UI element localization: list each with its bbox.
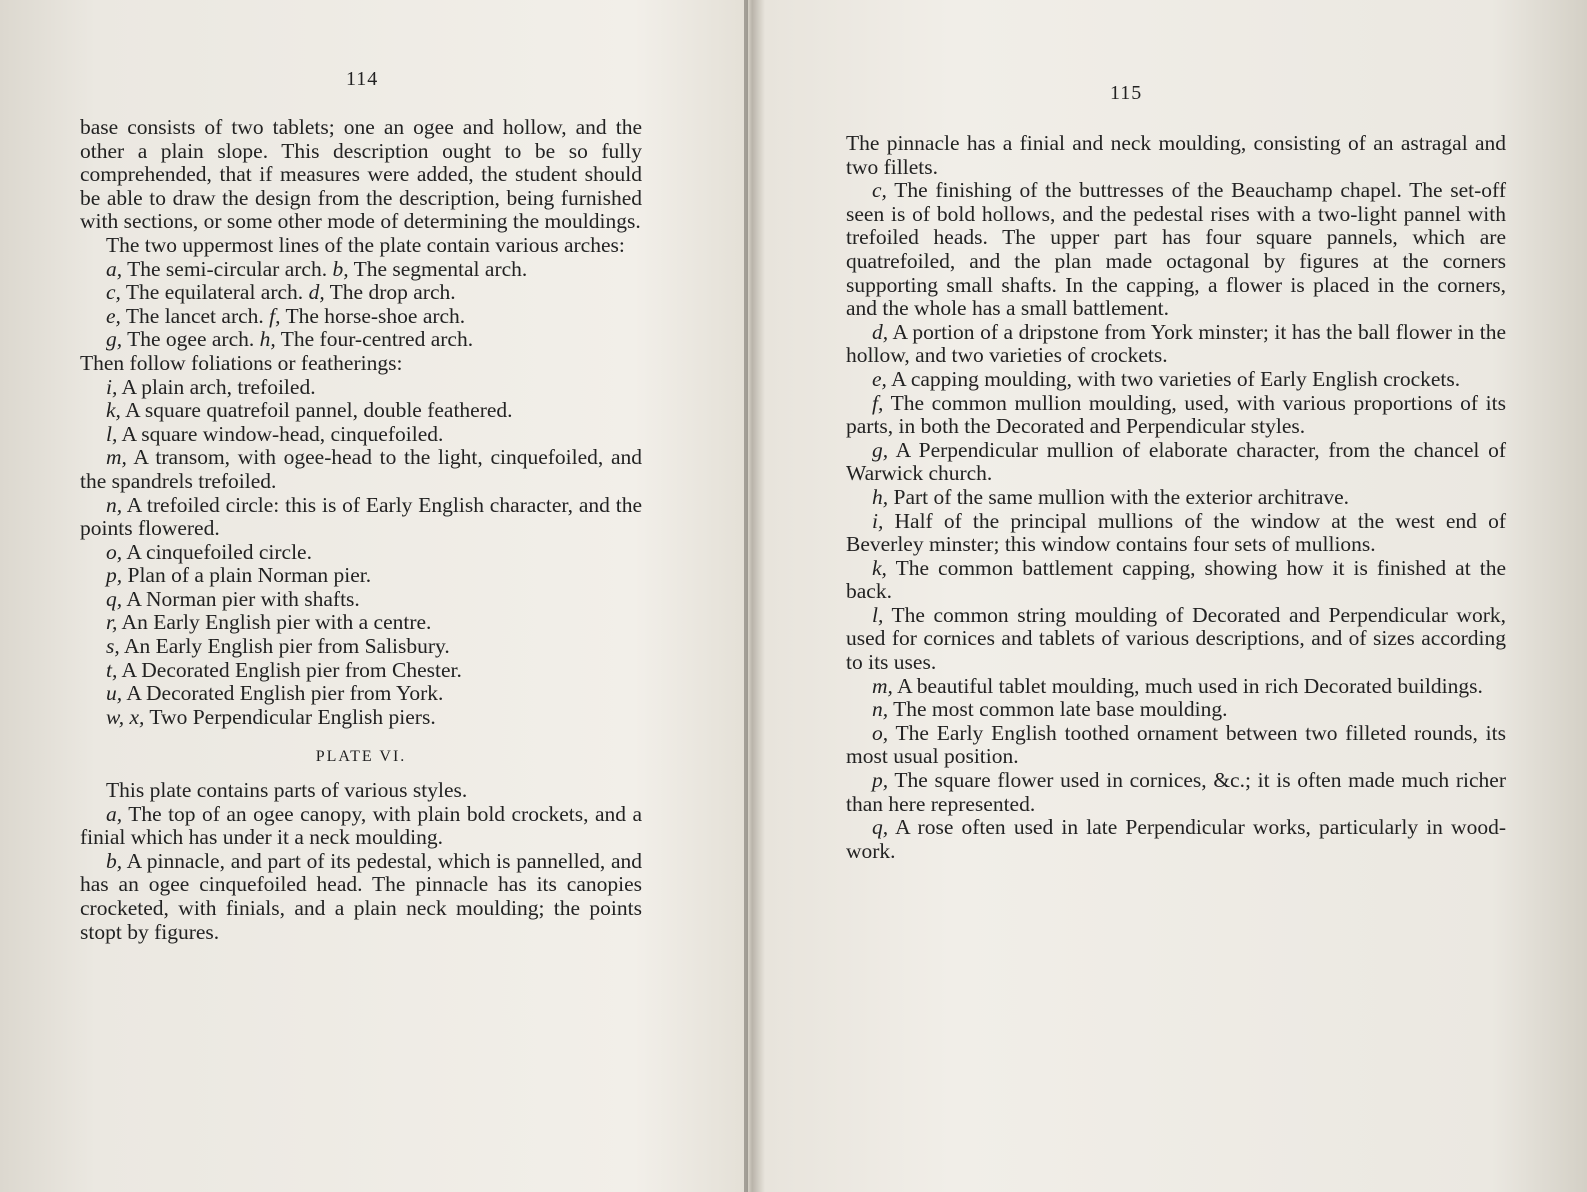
page-text — [80, 116, 642, 944]
paragraph: The two uppermost lines of the plate contain various arches: — [106, 232, 625, 257]
plate-item: m, A transom, with ogee-head to the light, cinquefoiled, and the spandrels trefoiled. — [80, 445, 642, 493]
plate-item: k, A square quatrefoil pannel, double feathered. — [106, 398, 513, 423]
arch-item: c, The equilateral arch. d, The drop arch. — [106, 280, 456, 305]
plate-heading: PLATE VI. — [315, 748, 407, 766]
plate-item: l, The common string moulding of Decorated and Perpendicular work, used for cornices and tablets of various descriptions, and of sizes according to its uses. — [846, 602, 1506, 675]
plate-item: u, A Decorated English pier from York. — [106, 681, 444, 706]
plate-item: a, The top of an ogee canopy, with plain bold crockets, and a finial which has under it a neck moulding. — [80, 801, 642, 850]
plate-item: i, Half of the principal mullions of the window at the west end of Beverley minster; this window contains four sets of mullions. — [846, 508, 1506, 557]
plate-item: d, A portion of a dripstone from York minster; it has the ball flower in the hollow, and two varieties of crockets. — [846, 319, 1506, 368]
plate-item: f, The common mullion moulding, used, with various proportions of its parts, in both the Decorated and Perpendicular styles. — [846, 390, 1506, 439]
plate-item: i, A plain arch, trefoiled. — [106, 374, 316, 399]
plate-item: n, The most common late base moulding. — [872, 697, 1228, 722]
plate-item: c, The finishing of the buttresses of the Beauchamp chapel. The set-off seen is of bold hollows, and the pedestal rises with a two-light pannel with trefoiled heads. The upper part has four square pannels, which are quatrefoiled, and the plan made octagonal by figures at the corners supporting small shafts. In the capping, a flower is placed in the corners, and the whole has a small battlement. — [846, 178, 1506, 321]
paragraph: The pinnacle has a finial and neck moulding, consisting of an astragal and two fillets. — [846, 131, 1506, 179]
plate-item: t, A Decorated English pier from Chester. — [106, 657, 462, 682]
plate-item: k, The common battlement capping, showing how it is finished at the back. — [846, 555, 1506, 604]
plate-item: l, A square window-head, cinquefoiled. — [106, 421, 444, 446]
plate-item: p, Plan of a plain Norman pier. — [106, 563, 372, 588]
plate-item: q, A rose often used in late Perpendicular works, particularly in wood-work. — [846, 815, 1506, 863]
plate-item: r, An Early English pier with a centre. — [106, 610, 432, 635]
paragraph: base consists of two tablets; one an ogee and hollow, and the other a plain slope. This description ought to be so fully comprehended, that if measures were added, the student should be able to draw the design from the description, being furnished with sections, or some other mode of determining the mouldings. — [80, 115, 642, 234]
plate-item: b, A pinnacle, and part of its pedestal, which is pannelled, and has an ogee cinquefoiled head. The pinnacle has its canopies crocketed, with finials, and a plain neck moulding; the points stopt by figures. — [80, 848, 642, 944]
page-number: 115 — [1110, 82, 1143, 104]
arch-item: e, The lancet arch. f, The horse-shoe arch. — [106, 303, 466, 328]
plate-item: e, A capping moulding, with two varieties of Early English crockets. — [872, 366, 1461, 391]
plate-item: m, A beautiful tablet moulding, much used in rich Decorated buildings. — [872, 673, 1483, 698]
arch-item: a, The semi-circular arch. b, The segmental arch. — [106, 256, 528, 281]
page-text — [846, 132, 1506, 863]
plate-item: q, A Norman pier with shafts. — [106, 586, 360, 611]
plate-item: o, The Early English toothed ornament between two filleted rounds, its most usual position. — [846, 720, 1506, 769]
paragraph: Then follow foliations or featherings: — [80, 350, 403, 375]
left-page — [0, 0, 744, 1192]
arch-item: g, The ogee arch. h, The four-centred arch. — [106, 327, 474, 352]
plate-item: g, A Perpendicular mullion of elaborate character, from the chancel of Warwick church. — [846, 437, 1506, 486]
plate-item: h, Part of the same mullion with the exterior architrave. — [872, 484, 1350, 509]
plate-item: n, A trefoiled circle: this is of Early English character, and the points flowered. — [80, 492, 642, 541]
plate-item: s, An Early English pier from Salisbury. — [106, 634, 450, 659]
plate-item: p, The square flower used in cornices, &c.; it is often made much richer than here represented. — [846, 768, 1506, 816]
page-number: 114 — [346, 68, 379, 90]
plate-item: w, x, Two Perpendicular English piers. — [106, 704, 436, 729]
paragraph: This plate contains parts of various styles. — [106, 778, 468, 803]
plate-item: o, A cinquefoiled circle. — [106, 539, 312, 564]
right-page — [748, 0, 1587, 1192]
